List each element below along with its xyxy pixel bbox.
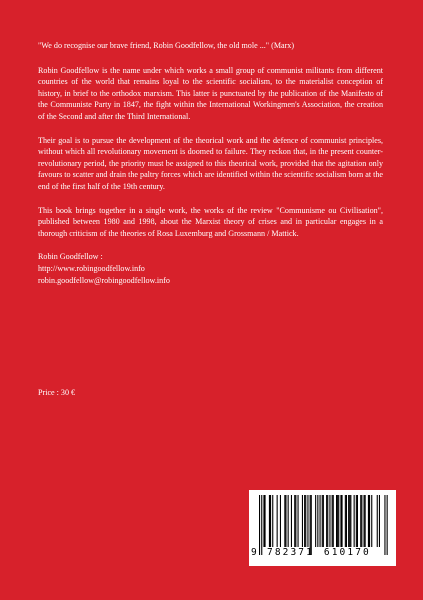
isbn-barcode [249, 490, 396, 566]
barcode-bar [329, 495, 330, 547]
barcode-bar [346, 495, 347, 547]
barcode-bar [332, 495, 333, 547]
barcode-bar [294, 495, 295, 547]
barcode-bar [280, 495, 281, 547]
barcode-bar [377, 495, 378, 547]
barcode-bar [315, 495, 316, 547]
barcode-bar [326, 495, 327, 547]
barcode-bar [269, 495, 270, 547]
barcode-bar [364, 495, 365, 547]
contact-website: http://www.robingoodfellow.info [38, 263, 145, 273]
barcode-bar [348, 495, 349, 547]
goal-paragraph: Their goal is to pursue the development of the theorical work and the defence of communist principles, without which all revolutionary movement is doomed to failure. They reckon that, in the present counter-revolutionary period, the priority must be assigned to this theorical work, provided that the agitation only favours to scatter and drain the paltry forces which are identified within the scientific socialism born at the end of the first half of the 19th century. [38, 135, 383, 191]
barcode-bar [284, 495, 285, 547]
barcode-bar [340, 495, 341, 547]
barcode-bar [357, 495, 358, 547]
barcode-bar [337, 495, 338, 547]
contact-block [38, 251, 383, 286]
isbn-lead-digit: 9 [251, 547, 257, 558]
barcode-bar [277, 495, 278, 547]
barcode-bar [371, 495, 372, 547]
barcode-bar [298, 495, 299, 547]
barcode-bar [261, 495, 262, 555]
cover-text [38, 40, 383, 286]
barcode-bar [350, 495, 351, 547]
isbn-group-1: 782371 [267, 547, 314, 558]
barcode-bar [354, 495, 355, 547]
barcode-bar [270, 495, 271, 547]
book-paragraph: This book brings together in a single work, the works of the review "Communisme ou Civilisation", published between 1980 and 1998, about the Marxist theory of crises and in particular engages in a thorough criticism of the theories of Rosa Luxemburg and Grossmann / Mattick. [38, 205, 383, 238]
barcode-bar [336, 495, 337, 547]
barcode-bar [305, 495, 306, 547]
barcode-bar [317, 495, 318, 547]
barcode-bar [291, 495, 292, 547]
barcode-bar [342, 495, 343, 547]
marx-quote: "We do recognise our brave friend, Robin Goodfellow, the old mole ..." (Marx) [38, 41, 295, 50]
barcode-bar [361, 495, 362, 547]
barcode-bar [288, 495, 289, 547]
barcode-bar [384, 495, 385, 555]
barcode-bar [265, 495, 266, 547]
barcode-bar [323, 495, 324, 547]
barcode-bar [349, 495, 350, 547]
intro-paragraph: Robin Goodfellow is the name under which works a small group of communist militants from different countries of the world that remains loyal to the scientific socialism, to the materialist conception of history, in brief to the orthodox marxism. This latter is punctuated by the publication of the Manifesto of the Communiste Party in 1847, the fight within the International Workingmen's Association, the creation of the Second and after the Third International. [38, 65, 383, 121]
barcode-bar [356, 495, 357, 547]
barcode-bar [322, 495, 323, 547]
barcode-bar [307, 495, 308, 547]
barcode-bar [360, 495, 361, 547]
barcode-bar [310, 495, 311, 555]
barcode-bar [338, 495, 339, 547]
barcode-bar [368, 495, 369, 547]
barcode-bar [259, 495, 260, 555]
barcode-bar [295, 495, 296, 547]
barcode-bar [272, 495, 273, 547]
barcode-bar [285, 495, 286, 547]
barcode-bar [333, 495, 334, 547]
barcode-bar [263, 495, 264, 547]
barcode-bar [345, 495, 346, 547]
barcode-bar [302, 495, 303, 547]
isbn-number [251, 547, 393, 558]
contact-email: robin.goodfellow@robingoodfellow.info [38, 275, 170, 285]
price-label: Price : 30 € [38, 388, 76, 397]
barcode-bar [311, 495, 312, 555]
barcode-bar [369, 495, 370, 547]
barcode-bar [327, 495, 328, 547]
barcode-bar [320, 495, 321, 547]
isbn-group-2: 610170 [323, 547, 371, 558]
barcode-bar [365, 495, 366, 547]
barcode-bar [304, 495, 305, 547]
barcode-bar [387, 495, 388, 555]
contact-name: Robin Goodfellow : [38, 252, 103, 262]
barcode-bar [379, 495, 380, 547]
